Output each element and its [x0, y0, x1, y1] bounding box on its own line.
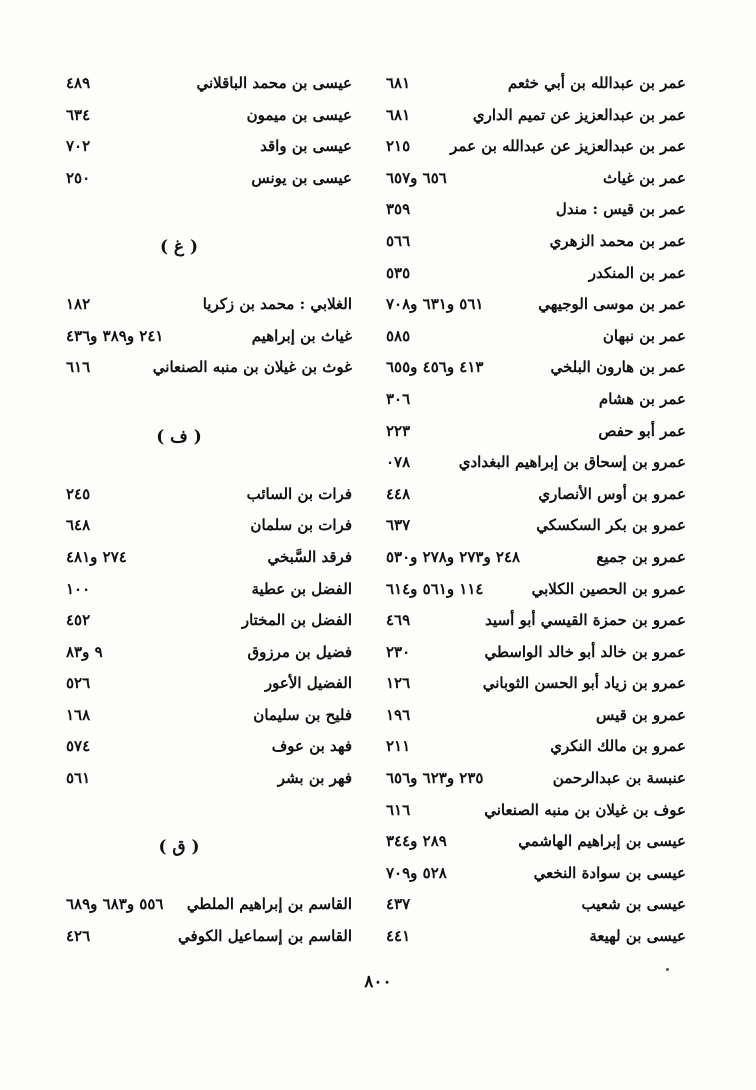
entry-name: عيسى بن محمد الباقلاني	[196, 74, 352, 92]
section-spacer	[66, 264, 352, 296]
entry-name: عمرو بن إسحاق بن إبراهيم البغدادي	[458, 453, 686, 472]
index-entry	[386, 706, 686, 738]
index-column-right	[386, 74, 686, 959]
index-entry	[66, 548, 352, 580]
section-letter-heading: ( ق )	[158, 837, 200, 858]
index-entry	[386, 516, 686, 548]
index-entry	[386, 137, 686, 169]
entry-pages: ٥٦٦	[386, 231, 411, 250]
entry-name: فرات بن السائب	[246, 484, 352, 503]
entry-pages: ١٠٠	[66, 579, 91, 598]
index-entry	[66, 137, 352, 169]
entry-name: عمر بن عبدالعزيز عن تميم الداري	[472, 105, 686, 124]
index-entry	[66, 516, 352, 548]
index-entry	[386, 264, 686, 296]
entry-name: عيسى بن شعيب	[581, 895, 686, 914]
index-entry	[386, 895, 686, 927]
index-entry	[66, 895, 352, 927]
index-entry	[386, 548, 686, 580]
entry-name: عيسى بن لهيعة	[589, 927, 686, 946]
entry-name: فهر بن بشر	[277, 769, 352, 788]
entry-pages: ٥٨٥	[386, 326, 411, 345]
index-entry	[386, 611, 686, 643]
entry-name: عيسى بن سوادة النخعي	[533, 863, 686, 882]
entry-name: عمر بن المنكدر	[588, 263, 686, 282]
entry-pages: ٢٥٠	[66, 168, 91, 187]
entry-name: عمرو بن قيس	[596, 705, 686, 724]
index-entry	[66, 706, 352, 738]
entry-name: عيسى بن واقد	[260, 137, 352, 156]
index-entry	[386, 737, 686, 769]
entry-name: عوف بن غيلان بن منبه الصنعاني	[484, 800, 686, 819]
index-entry	[386, 643, 686, 675]
index-entry	[66, 769, 352, 801]
entry-pages: ٦٣٧	[386, 516, 411, 535]
entry-name: فرقد السَّبخي	[267, 547, 352, 566]
entry-pages: ٤٤١	[386, 927, 411, 946]
index-entry	[66, 927, 352, 959]
index-column-left	[66, 74, 352, 959]
entry-pages: ٢٣٠	[386, 642, 411, 661]
entry-pages: ٤٣٧	[386, 895, 411, 914]
entry-pages: ١٦٨	[66, 705, 91, 724]
entry-pages: ٣٠٦	[386, 389, 411, 408]
entry-name: عيسى بن إبراهيم الهاشمي	[518, 832, 686, 851]
index-entry	[66, 611, 352, 643]
index-entry	[66, 580, 352, 612]
index-entry	[386, 390, 686, 422]
entry-name: عمرو بن جميع	[596, 547, 686, 566]
index-entry	[386, 769, 686, 801]
entry-pages: ١٨٢	[66, 295, 91, 314]
index-entry	[386, 801, 686, 833]
index-entry	[66, 643, 352, 675]
index-entry	[66, 327, 352, 359]
index-entry	[386, 200, 686, 232]
index-entry	[66, 737, 352, 769]
index-entry	[386, 327, 686, 359]
entry-pages: ٤٥٢	[66, 611, 91, 630]
index-entry	[386, 674, 686, 706]
entry-pages: ٢١١	[386, 737, 411, 756]
entry-pages: ٢٤٨ و٢٧٣ و٢٧٨ و٥٣٠	[386, 547, 521, 566]
entry-name: فرات بن سلمان	[250, 516, 352, 535]
entry-pages: ٦٣٤	[66, 105, 91, 124]
index-entry	[386, 422, 686, 454]
entry-name: عمرو بن حمزة القيسي أبو أسيد	[485, 611, 686, 630]
entry-pages: ٧٠٢	[66, 137, 91, 156]
index-entry	[66, 674, 352, 706]
index-entry	[386, 832, 686, 864]
entry-name: غياث بن إبراهيم	[251, 326, 352, 345]
page-number: ٨٠٠	[364, 972, 392, 992]
entry-pages: ٦٨١	[386, 74, 411, 92]
section-spacer	[66, 200, 352, 232]
entry-name: الفضل بن المختار	[241, 611, 352, 630]
entry-name: عمرو بن مالك النكري	[550, 737, 686, 756]
entry-name: فليح بن سليمان	[253, 705, 352, 724]
ink-dot	[666, 968, 669, 971]
index-entry	[386, 485, 686, 517]
entry-name: عمر بن عبدالعزيز عن عبدالله بن عمر	[450, 137, 686, 156]
index-entry	[66, 106, 352, 138]
section-spacer	[66, 801, 352, 833]
entry-name: القاسم بن إسماعيل الكوفي	[178, 927, 352, 946]
entry-pages: ٢٤١ و٣٨٩ و٤٣٦	[66, 326, 164, 345]
entry-pages: ١٢٦	[386, 674, 411, 693]
entry-name: عمر بن نبهان	[602, 326, 686, 345]
entry-pages: ٤٢٦	[66, 927, 91, 946]
entry-pages: ٢٤٥	[66, 484, 91, 503]
entry-pages: ٥٢٨ و٧٠٩	[386, 863, 447, 882]
entry-name: عمرو بن خالد أبو خالد الواسطي	[484, 642, 686, 661]
entry-name: عمرو بن زياد أبو الحسن الثوباني	[482, 674, 686, 693]
index-entry	[386, 106, 686, 138]
entry-name: الغلابي : محمد بن زكريا	[202, 295, 352, 314]
entry-pages: ٤٤٨	[386, 484, 411, 503]
entry-name: عيسى بن يونس	[251, 168, 352, 187]
entry-pages: ٣٥٩	[386, 200, 411, 219]
index-entry	[386, 358, 686, 390]
entry-name: الفضيل الأعور	[264, 674, 352, 693]
section-spacer	[66, 453, 352, 485]
entry-pages: ٥٦١	[66, 769, 91, 788]
entry-pages: ٦٨١	[386, 105, 411, 124]
entry-name: عمر بن محمد الزهري	[549, 231, 686, 250]
entry-name: عمرو بن أوس الأنصاري	[538, 484, 686, 503]
entry-name: عنبسة بن عبدالرحمن	[552, 769, 686, 788]
entry-name: فضيل بن مرزوق	[247, 642, 352, 661]
entry-name: عمر بن هشام	[598, 389, 686, 408]
section-spacer	[66, 864, 352, 896]
entry-name: عمر بن موسى الوجيهي	[538, 295, 686, 314]
index-entry	[66, 358, 352, 390]
index-entry	[386, 927, 686, 959]
entry-name: عمر أبو حفص	[598, 421, 686, 440]
index-entry	[66, 485, 352, 517]
entry-name: عمر بن غياث	[603, 168, 686, 187]
entry-pages: ٦١٦	[386, 800, 411, 819]
index-entry	[386, 453, 686, 485]
index-entry	[386, 232, 686, 264]
entry-pages: ٥٥٦ و٦٨٣ و٦٨٩	[66, 895, 164, 914]
entry-name: عيسى بن ميمون	[246, 105, 352, 124]
entry-name: عمرو بن بكر السكسكي	[536, 516, 686, 535]
entry-pages: ٦٥٦ و٦٥٧	[386, 168, 447, 187]
index-entry	[386, 580, 686, 612]
entry-name: الفضل بن عطية	[251, 579, 352, 598]
entry-pages: ٦١٦	[66, 358, 91, 377]
entry-pages: ٠٧٨	[386, 453, 411, 472]
section-letter-heading: ( غ )	[159, 236, 199, 257]
index-entry	[66, 295, 352, 327]
entry-pages: ٤١٣ و٤٥٦ و٦٥٥	[386, 358, 484, 377]
entry-name: القاسم بن إبراهيم الملطي	[186, 895, 352, 914]
entry-name: عمر بن هارون البلخي	[550, 358, 686, 377]
index-entry	[386, 74, 686, 106]
entry-pages: ٥٦١ و٦٣١ و٧٠٨	[386, 295, 484, 314]
entry-pages: ٥٢٦	[66, 674, 91, 693]
index-entry	[66, 74, 352, 106]
index-entry	[386, 295, 686, 327]
index-entry	[386, 864, 686, 896]
entry-name: فهد بن عوف	[271, 737, 352, 756]
entry-pages: ٦٤٨	[66, 516, 91, 535]
section-letter-heading: ( ف )	[156, 426, 202, 447]
entry-name: غوث بن غيلان بن منبه الصنعاني	[152, 358, 352, 377]
entry-pages: ٢٨٩ و٣٤٤	[386, 832, 447, 851]
index-entry	[66, 169, 352, 201]
entry-name: عمر بن قيس : مندل	[555, 200, 686, 219]
entry-name: عمرو بن الحصين الكلابي	[531, 579, 686, 598]
entry-pages: ٢٢٣	[386, 421, 411, 440]
entry-pages: ١١٤ و٥٦١ و٦١٤	[386, 579, 484, 598]
entry-name: عمر بن عبدالله بن أبي خثعم	[507, 74, 686, 92]
entry-pages: ٢١٥	[386, 137, 411, 156]
entry-pages: ٢٣٥ و٦٢٣ و٦٥٦	[386, 769, 484, 788]
entry-pages: ٤٨٩	[66, 74, 91, 92]
entry-pages: ٢٧٤ و٤٨١	[66, 547, 127, 566]
entry-pages: ٩ و٨٣	[66, 642, 103, 661]
entry-pages: ٥٧٤	[66, 737, 91, 756]
index-entry	[386, 169, 686, 201]
entry-pages: ٤٦٩	[386, 611, 411, 630]
section-spacer	[66, 390, 352, 422]
entry-pages: ١٩٦	[386, 705, 411, 724]
entry-pages: ٥٣٥	[386, 263, 411, 282]
